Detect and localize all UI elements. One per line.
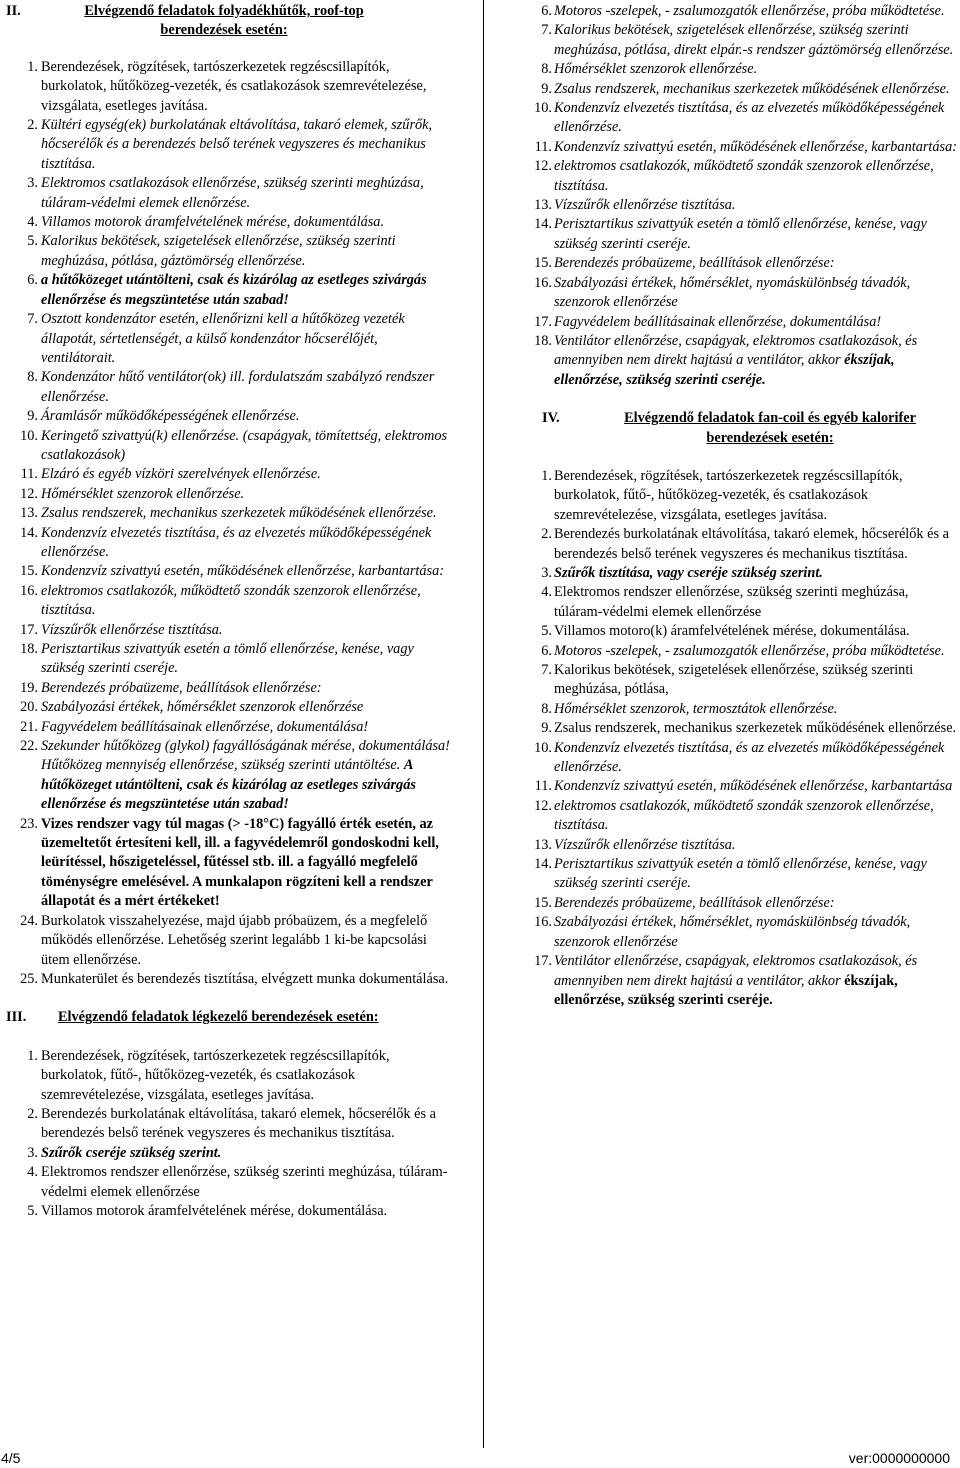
item-text: Kültéri egység(ek) burkolatának eltávolítása, takaró elemek, szűrők, hőcserélők és a berendezés belső terének vegyszeres és mechanikus tisztítása.	[41, 117, 433, 172]
item-number: 5.	[27, 233, 38, 250]
item-text: Elektromos rendszer ellenőrzése, szükség szerinti meghúzása, túláram-védelmi elemek ellenőrzése	[554, 584, 909, 620]
list-item	[0, 737, 455, 815]
item-number: 2.	[27, 1105, 38, 1122]
left-column	[0, 2, 455, 1221]
item-number: 19.	[20, 679, 38, 696]
item-text: Hőmérséklet szenzorok, termosztátok ellenőrzése.	[554, 700, 838, 717]
item-number: 18.	[20, 641, 38, 657]
section-3-list-part2	[526, 2, 960, 390]
item-text: Kondenzvíz szivattyú esetén, működésének ellenőrzése, karbantartása:	[41, 563, 445, 580]
list-item	[0, 562, 455, 581]
list-item	[0, 368, 455, 407]
list-item	[0, 504, 455, 523]
item-number: 12.	[20, 485, 38, 502]
item-text: elektromos csatlakozók, működtető szondák szenzorok ellenőrzése, tisztítása.	[41, 582, 421, 619]
list-item	[526, 157, 960, 196]
list-item	[0, 232, 455, 271]
item-text: elektromos csatlakozók, működtető szondák szenzorok ellenőrzése, tisztítása.	[554, 797, 934, 834]
item-number: 17.	[20, 621, 38, 638]
item-text: Fagyvédelem beállításainak ellenőrzése, dokumentálása!	[554, 313, 882, 330]
section-4-title: Elvégzendő feladatok fan-coil és egyéb kalorifer berendezések esetén:	[624, 410, 916, 446]
item-text: Vízszűrők ellenőrzése tisztítása.	[554, 836, 736, 853]
list-item	[526, 777, 960, 796]
list-item	[526, 332, 960, 390]
list-item	[526, 836, 960, 855]
item-text: ékszíjak, ellenőrzése, szükség szerinti cseréje.	[554, 352, 895, 388]
item-text: Berendezés burkolatának eltávolítása, takaró elemek, hőcserélők és a berendezés belső terének vegyszeres és mechanikus tisztítása.	[41, 1105, 436, 1142]
item-text: Vizes rendszer vagy túl magas (> -18°C) fagyálló érték esetén, az üzemeltetőt értesíteni kell, ill. a fagyvédelemről gondoskodni kell, leürítéssel, hőszigeteléssel, fűtéssel stb. ill. a fagyálló megfelelő töménységre emelésével. A munkalapon rögzíteni kell a rendszer állapotát és a mért értékeket!	[41, 815, 439, 910]
item-number: 9.	[541, 80, 552, 97]
item-number: 3.	[541, 564, 552, 581]
list-item	[0, 1105, 455, 1144]
list-item	[526, 564, 960, 583]
right-column	[526, 2, 960, 1010]
list-item	[0, 815, 455, 912]
list-item	[526, 196, 960, 215]
item-text: Zsalus rendszerek, mechanikus szerkezetek működésének ellenőrzése.	[554, 720, 957, 737]
item-text: Kondenzvíz szivattyú esetén, működésének ellenőrzése, karbantartása:	[554, 138, 958, 155]
item-number: 11.	[534, 778, 552, 795]
item-text: Villamos motorok áramfelvételének mérése, dokumentálása.	[41, 1202, 388, 1219]
item-number: 10.	[534, 100, 552, 117]
item-number: 23.	[20, 815, 38, 832]
item-text: a hűtőközeget utántölteni, csak és kizárólag az esetleges szivárgás ellenőrzése és megszüntetése után szabad!	[41, 272, 427, 308]
item-text: Kondenzvíz szivattyú esetén, működésének ellenőrzése, karbantartása	[554, 778, 953, 795]
item-text: Ventilátor ellenőrzése, csapágyak, elektromos csatlakozások, és amennyiben nem direkt hajtású a ventilátor, akkor	[554, 332, 918, 369]
item-text: Szűrők tisztítása, vagy cseréje szükség szerint.	[554, 564, 823, 581]
item-number: 14.	[534, 856, 552, 873]
item-text: Hőmérséklet szenzorok ellenőrzése.	[41, 485, 245, 502]
list-item	[0, 1163, 455, 1202]
list-item	[526, 254, 960, 273]
item-number: 12.	[534, 797, 552, 814]
item-number: 7.	[541, 662, 552, 678]
item-text: Kondenzvíz elvezetés tisztítása, és az elvezetés működőképességének ellenőrzése.	[554, 100, 945, 136]
list-item	[526, 274, 960, 313]
list-item	[0, 427, 455, 466]
item-number: 17.	[534, 953, 552, 970]
item-text: Kondenzvíz elvezetés tisztítása, és az elvezetés működőképességének ellenőrzése.	[41, 524, 432, 560]
list-item	[0, 621, 455, 640]
list-item	[526, 855, 960, 894]
list-item	[526, 525, 960, 564]
item-number: 8.	[541, 700, 552, 717]
item-text: Zsalus rendszerek, mechanikus szerkezetek működésének ellenőrzése.	[554, 80, 950, 97]
list-item	[0, 310, 455, 368]
item-number: 10.	[534, 739, 552, 756]
list-item	[0, 1202, 455, 1221]
item-number: 22.	[20, 738, 38, 755]
item-text: Elzáró és egyéb vízköri szerelvények ellenőrzése.	[41, 466, 321, 483]
item-text: Áramlásőr működőképességének ellenőrzése.	[41, 408, 300, 425]
list-item	[0, 679, 455, 698]
item-text: Kalorikus bekötések, szigetelések ellenőrzése, szükség szerinti meghúzása, pótlása,	[554, 662, 914, 698]
list-item	[526, 739, 960, 778]
item-number: 12.	[534, 158, 552, 175]
page-number: 4/5	[1, 1450, 21, 1466]
item-number: 16.	[20, 582, 38, 599]
item-text: Burkolatok visszahelyezése, majd újabb próbaüzem, és a megfelelő működés ellenőrzése. Lehetőség szerint legalább 1 ki-be kapcsolási ütem ellenőrzése.	[41, 912, 428, 968]
list-item	[0, 407, 455, 426]
item-number: 8.	[27, 369, 38, 386]
item-number: 3.	[27, 175, 38, 192]
list-item	[0, 970, 455, 989]
list-item	[0, 116, 455, 174]
item-number: 14.	[534, 216, 552, 233]
item-number: 5.	[27, 1202, 38, 1219]
item-number: 1.	[27, 58, 38, 75]
list-item	[526, 215, 960, 254]
item-text: Villamos motorok áramfelvételének mérése, dokumentálása.	[41, 214, 385, 231]
section-2-heading	[0, 2, 455, 41]
item-text: elektromos csatlakozók, működtető szondák szenzorok ellenőrzése, tisztítása.	[554, 158, 934, 194]
item-number: 7.	[27, 311, 38, 328]
item-number: 7.	[541, 22, 552, 39]
item-text: ékszíjak, ellenőrzése, szükség szerinti cseréje.	[554, 972, 898, 1008]
list-item	[526, 60, 960, 79]
item-text: Motoros -szelepek, - zsalumozgatók ellenőrzése, próba működtetése.	[554, 642, 945, 659]
item-number: 24.	[20, 912, 38, 929]
item-text: Keringető szivattyú(k) ellenőrzése. (csapágyak, tömítettség, elektromos csatlakozások)	[41, 427, 448, 463]
list-item	[526, 913, 960, 952]
item-number: 11.	[534, 138, 552, 155]
item-text: Elektromos rendszer ellenőrzése, szükség szerinti meghúzása, túláram-védelmi elemek ellenőrzése	[41, 1164, 448, 1200]
item-number: 15.	[534, 894, 552, 911]
section-2-list	[0, 58, 455, 990]
item-text: Berendezések, rögzítések, tartószerkezetek regzéscsillapítók, burkolatok, fűtő-, hűtőközeg-vezeték, és csatlakozások szemrevételezése, vizsgálata, esetleges javítása.	[554, 467, 903, 523]
item-text: Motoros -szelepek, - zsalumozgatók ellenőrzése, próba működtetése.	[554, 3, 945, 19]
item-text: Kalorikus bekötések, szigetelések ellenőrzése, szükség szerinti meghúzása, pótlása, direkt elpár.-s rendszer gáztömörség ellenőrzése.	[554, 22, 954, 58]
item-text: Szekunder hűtőközeg (glykol) fagyállóságának mérése, dokumentálása! Hűtőközeg mennyiség ellenőrzése, szükség szerinti utántöltése.	[41, 738, 450, 774]
item-number: 9.	[541, 720, 552, 737]
list-item	[526, 952, 960, 1010]
item-text: Zsalus rendszerek, mechanikus szerkezetek működésének ellenőrzése.	[41, 505, 437, 522]
section-2-title: Elvégzendő feladatok folyadékhűtők, roof-top berendezések esetén:	[84, 3, 364, 39]
item-number: 17.	[534, 313, 552, 330]
item-text: Berendezés próbaüzeme, beállítások ellenőrzése:	[554, 255, 835, 272]
item-number: 13.	[534, 836, 552, 853]
item-number: 15.	[20, 563, 38, 580]
item-text: Ventilátor ellenőrzése, csapágyak, elektromos csatlakozások, és amennyiben nem direkt hajtású a ventilátor, akkor	[554, 953, 918, 989]
list-item	[526, 80, 960, 99]
section-3-list-part1	[0, 1047, 455, 1222]
list-item	[0, 465, 455, 484]
list-item	[0, 640, 455, 679]
item-number: 6.	[27, 272, 38, 289]
list-item	[526, 2, 960, 21]
item-text: Perisztartikus szivattyúk esetén a tömlő ellenőrzése, kenése, vagy szükség szerinti cseréje.	[554, 856, 927, 892]
list-item	[0, 912, 455, 970]
item-number: 3.	[27, 1144, 38, 1161]
item-number: 16.	[534, 914, 552, 931]
list-item	[526, 313, 960, 332]
version-label: ver:0000000000	[848, 1450, 950, 1466]
item-text: Vízszűrők ellenőrzése tisztítása.	[554, 197, 736, 214]
item-number: 16.	[534, 274, 552, 291]
list-item	[0, 718, 455, 737]
list-item	[526, 138, 960, 157]
list-item	[0, 1047, 455, 1105]
item-text: Hőmérséklet szenzorok ellenőrzése.	[554, 61, 758, 78]
item-text: Fagyvédelem beállításainak ellenőrzése, dokumentálása!	[41, 718, 369, 735]
list-item	[526, 719, 960, 738]
list-item	[0, 213, 455, 232]
item-text: Vízszűrők ellenőrzése tisztítása.	[41, 621, 223, 638]
list-item	[0, 698, 455, 717]
list-item	[0, 582, 455, 621]
item-number: 18.	[534, 332, 552, 349]
item-number: 5.	[541, 623, 552, 640]
item-text: Kalorikus bekötések, szigetelések ellenőrzése, szükség szerinti meghúzása, pótlása, gáztömörség ellenőrzése.	[41, 233, 396, 269]
item-text: Kondenzvíz elvezetés tisztítása, és az elvezetés működőképességének ellenőrzése.	[554, 739, 945, 776]
section-4-number: IV.	[542, 410, 560, 427]
list-item	[0, 524, 455, 563]
item-text: Berendezések, rögzítések, tartószerkezetek regzéscsillapítók, burkolatok, fűtő-, hűtőközeg-vezeték, és csatlakozások szemrevételezése, vizsgálata, esetleges javítása.	[41, 1047, 390, 1103]
list-item	[0, 58, 455, 116]
item-text: A hűtőközeget utántölteni, csak és kizárólag az esetleges szivárgás ellenőrzése és megszüntetése után szabad!	[41, 757, 416, 813]
list-item	[526, 642, 960, 661]
list-item	[526, 894, 960, 913]
column-divider	[483, 0, 484, 1448]
list-item	[526, 622, 960, 641]
item-number: 13.	[534, 197, 552, 214]
item-number: 6.	[541, 3, 552, 19]
item-number: 9.	[27, 408, 38, 425]
item-number: 6.	[541, 642, 552, 659]
item-number: 11.	[20, 466, 38, 483]
item-number: 8.	[541, 61, 552, 78]
list-item	[0, 174, 455, 213]
section-2-number: II.	[6, 3, 21, 19]
item-text: Szabályozási értékek, hőmérséklet, nyomáskülönbség távadók, szenzorok ellenőrzése	[554, 914, 911, 950]
item-number: 1.	[541, 467, 552, 484]
item-number: 2.	[541, 526, 552, 543]
section-3-heading	[0, 1008, 455, 1027]
list-item	[0, 485, 455, 504]
item-number: 20.	[20, 699, 38, 716]
item-text: Berendezés próbaüzeme, beállítások ellenőrzése:	[554, 894, 835, 911]
item-number: 4.	[541, 584, 552, 601]
list-item	[526, 583, 960, 622]
item-number: 21.	[20, 718, 38, 735]
list-item	[526, 467, 960, 525]
item-text: Villamos motoro(k) áramfelvételének mérése, dokumentálása.	[554, 623, 910, 640]
item-text: Osztott kondenzátor esetén, ellenőrizni kell a hűtőközeg vezeték állapotát, sértetlenségét, a külső kondenzátor hőcserélőjét, ventilátorait.	[41, 311, 405, 366]
item-number: 2.	[27, 117, 38, 134]
item-number: 13.	[20, 505, 38, 522]
item-text: Elektromos csatlakozások ellenőrzése, szükség szerinti meghúzása, túláram-védelmi elemek ellenőrzése.	[41, 175, 424, 211]
list-item	[0, 271, 455, 310]
item-text: Szabályozási értékek, hőmérséklet szenzorok ellenőrzése	[41, 699, 364, 716]
list-item	[526, 797, 960, 836]
list-item	[526, 99, 960, 138]
section-4-heading	[526, 409, 960, 448]
item-number: 25.	[20, 970, 38, 987]
section-3-title: Elvégzendő feladatok légkezelő berendezések esetén:	[58, 1009, 379, 1026]
item-text: Berendezés próbaüzeme, beállítások ellenőrzése:	[41, 679, 322, 696]
list-item	[526, 661, 960, 700]
item-text: Munkaterület és berendezés tisztítása, elvégzett munka dokumentálása.	[41, 970, 449, 987]
section-4-list	[526, 467, 960, 1010]
item-number: 10.	[20, 427, 38, 444]
item-text: Berendezések, rögzítések, tartószerkezetek regzéscsillapítók, burkolatok, hűtőközeg-vezeték, és csatlakozások szemrevételezése, vizsgálata, esetleges javítása.	[41, 58, 427, 114]
item-text: Kondenzátor hűtő ventilátor(ok) ill. fordulatszám szabályzó rendszer ellenőrzése.	[41, 369, 435, 405]
item-number: 1.	[27, 1047, 38, 1064]
item-text: Berendezés burkolatának eltávolítása, takaró elemek, hőcserélők és a berendezés belső terének vegyszeres és mechanikus tisztítása.	[554, 526, 949, 562]
list-item	[526, 21, 960, 60]
item-number: 4.	[27, 214, 38, 231]
item-text: Szűrők cseréje szükség szerint.	[41, 1144, 222, 1161]
item-number: 4.	[27, 1164, 38, 1181]
item-text: Perisztartikus szivattyúk esetén a tömlő ellenőrzése, kenése, vagy szükség szerinti cseréje.	[554, 216, 927, 252]
list-item	[0, 1144, 455, 1163]
section-3-number: III.	[6, 1009, 27, 1026]
item-number: 14.	[20, 524, 38, 541]
list-item	[526, 700, 960, 719]
item-text: Szabályozási értékek, hőmérséklet, nyomáskülönbség távadók, szenzorok ellenőrzése	[554, 274, 911, 311]
item-number: 15.	[534, 255, 552, 272]
item-text: Perisztartikus szivattyúk esetén a tömlő ellenőrzése, kenése, vagy szükség szerinti cseréje.	[41, 641, 414, 677]
